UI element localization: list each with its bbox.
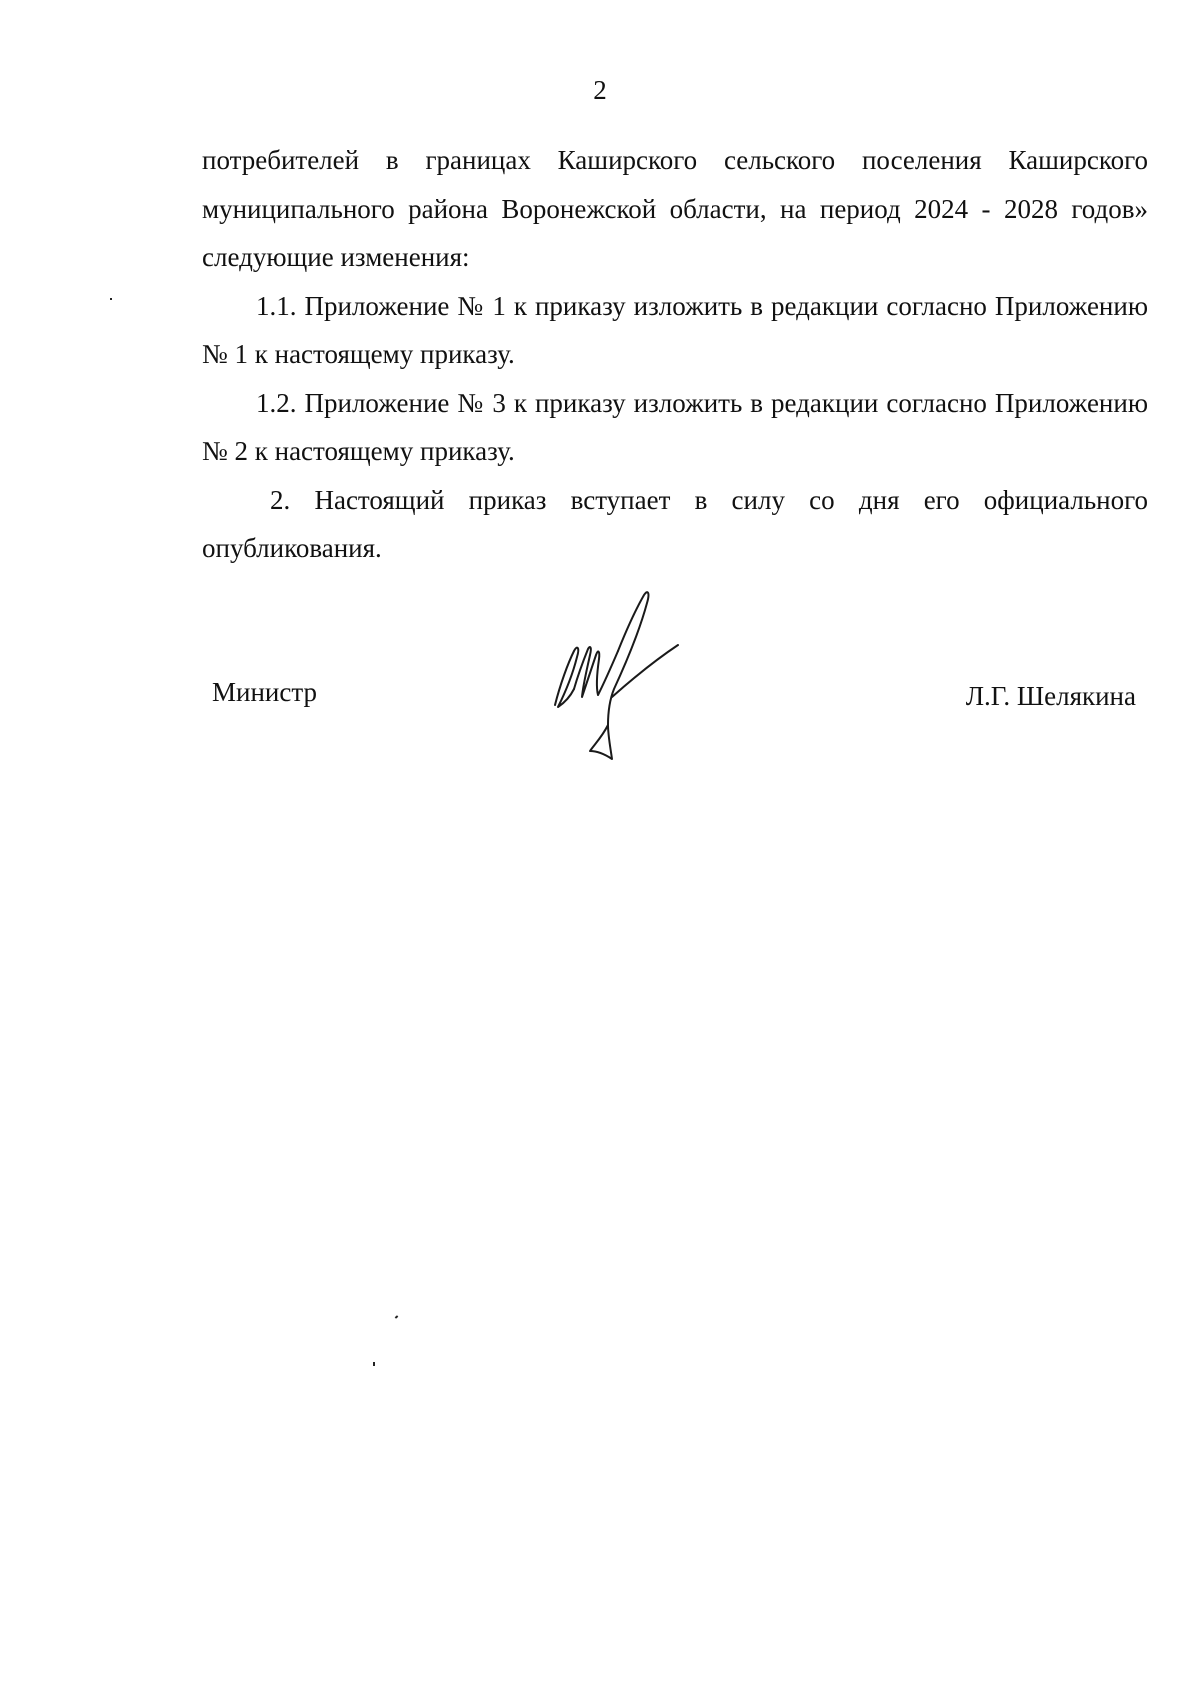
- scan-speck: [110, 298, 112, 300]
- page-number: 2: [593, 75, 607, 105]
- document-body: [202, 136, 1148, 573]
- signatory-title: Министр: [212, 677, 317, 707]
- paragraph-continuation: потребителей в границах Каширского сельского поселения Каширского муниципального района Воронежской области, на период 2024 - 2028 годов» следующие изменения:: [202, 145, 1148, 272]
- paragraph-item-2: 2. Настоящий приказ вступает в силу со дня его официального опубликования.: [202, 484, 1148, 563]
- handwritten-signature: [550, 585, 700, 775]
- paragraph-item-1-2: 1.2. Приложение № 3 к приказу изложить в редакции согласно Приложению № 2 к настоящему приказу.: [202, 387, 1148, 466]
- scan-speck: [373, 1362, 375, 1366]
- paragraph-item-1-1: 1.1. Приложение № 1 к приказу изложить в редакции согласно Приложению № 1 к настоящему приказу.: [202, 290, 1148, 369]
- scan-speck: [395, 1315, 399, 1318]
- signatory-name: Л.Г. Шелякина: [965, 681, 1136, 711]
